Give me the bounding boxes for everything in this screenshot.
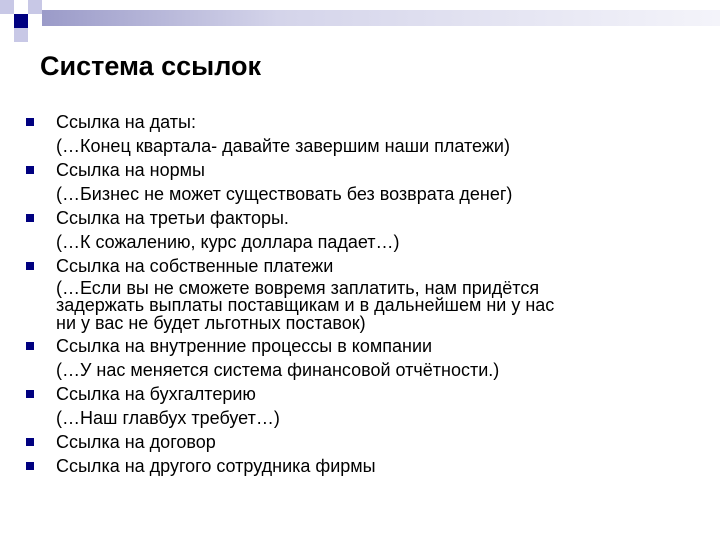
header-square xyxy=(14,0,28,14)
bullet-note-line: ни у вас не будет льготных поставок) xyxy=(56,313,366,333)
bullet-note: (…Бизнес не может существовать без возврата денег) xyxy=(56,184,513,204)
bullet-label: Ссылка на договор xyxy=(56,432,216,452)
header-square xyxy=(28,0,42,14)
bullet-square-icon xyxy=(26,462,34,470)
bullet-label: Ссылка на другого сотрудника фирмы xyxy=(56,456,376,476)
bullet-square-icon xyxy=(26,390,34,398)
bullet-item xyxy=(22,454,682,478)
bullet-note: (…У нас меняется система финансовой отчётности.) xyxy=(56,360,500,380)
bullet-item xyxy=(22,206,682,254)
bullet-note-line: (…Если вы не сможете вовремя заплатить, нам придётся xyxy=(56,278,540,298)
bullet-item xyxy=(22,158,682,206)
header-square xyxy=(0,14,14,28)
bullet-label: Ссылка на третьи факторы. xyxy=(56,208,289,228)
bullet-label: Ссылка на собственные платежи xyxy=(56,256,334,276)
bullet-note xyxy=(56,278,682,334)
bullet-item xyxy=(22,110,682,158)
bullet-square-icon xyxy=(26,438,34,446)
bullet-label: Ссылка на нормы xyxy=(56,160,205,180)
bullet-square-icon xyxy=(26,118,34,126)
bullet-list xyxy=(22,110,682,478)
bullet-label: Ссылка на внутренние процессы в компании xyxy=(56,336,433,356)
bullet-label: Ссылка на бухгалтерию xyxy=(56,384,256,404)
bullet-note: (…Наш главбух требует…) xyxy=(56,408,280,428)
header-square xyxy=(14,14,28,28)
header-square xyxy=(14,28,28,42)
header-square xyxy=(0,0,14,14)
bullet-item xyxy=(22,254,682,334)
bullet-note-line: задержать выплаты поставщикам и в дальнейшем ни у нас xyxy=(56,295,555,315)
bullet-square-icon xyxy=(26,342,34,350)
bullet-square-icon xyxy=(26,214,34,222)
bullet-item xyxy=(22,430,682,454)
bullet-square-icon xyxy=(26,166,34,174)
header-gradient-bar xyxy=(40,10,720,26)
bullet-note: (…К сожалению, курс доллара падает…) xyxy=(56,232,400,252)
slide-title: Система ссылок xyxy=(40,51,262,81)
bullet-label: Ссылка на даты: xyxy=(56,112,196,132)
bullet-square-icon xyxy=(26,262,34,270)
bullet-item xyxy=(22,382,682,430)
bullet-item xyxy=(22,334,682,382)
header-square xyxy=(28,14,42,28)
bullet-note: (…Конец квартала- давайте завершим наши платежи) xyxy=(56,136,510,156)
